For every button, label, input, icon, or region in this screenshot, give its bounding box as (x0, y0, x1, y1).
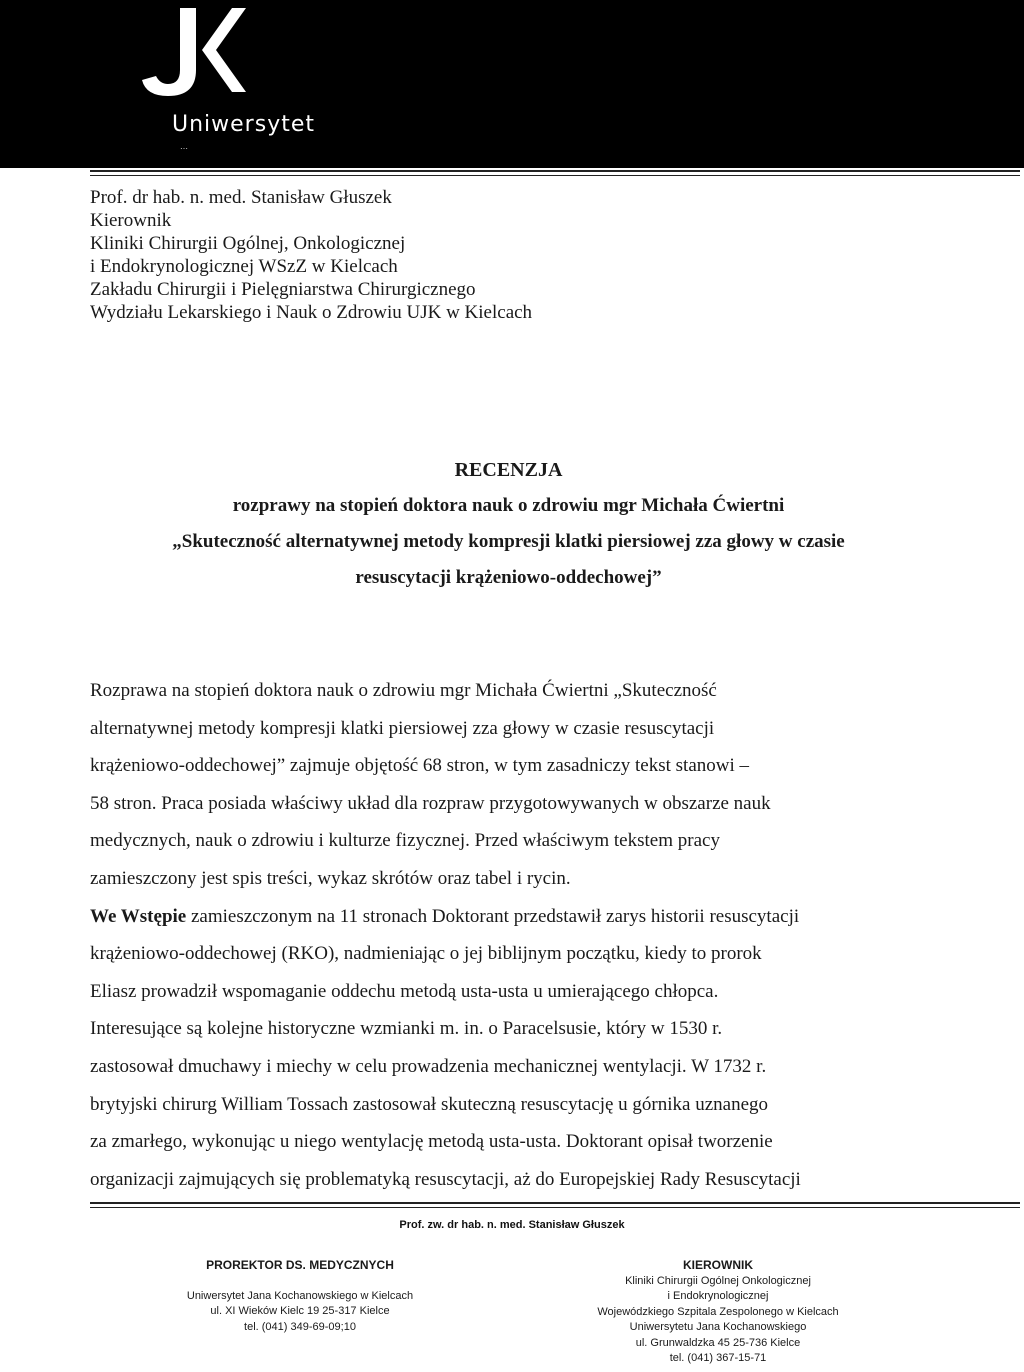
footer-right-line: Wojewódzkiego Szpitala Zespolonego w Kielcach (597, 1305, 839, 1318)
footer-left-line: Uniwersytet Jana Kochanowskiego w Kielcach (186, 1289, 414, 1302)
body-line: zastosował dmuchawy i miechy w celu prowadzenia mechanicznej wentylacji. W 1732 r. (90, 1055, 767, 1077)
body-line: medycznych, nauk o zdrowiu i kulturze fizycznej. Przed właściwym tekstem pracy (90, 830, 720, 852)
logo-subtitle: … (180, 142, 188, 151)
review-subject: rozprawy na stopień doktora nauk o zdrowiu mgr Michała Ćwiertni (232, 495, 785, 516)
thesis-title-line: resuscytacji krążeniowo-oddechowej” (355, 567, 662, 588)
body-line: 58 stron. Praca posiada właściwy układ dla rozpraw przygotowywanych w obszarze nauk (90, 792, 771, 814)
author-block (90, 186, 532, 324)
footer-right-heading: KIEROWNIK (683, 1258, 753, 1272)
review-title (90, 452, 927, 596)
review-heading: RECENZJA (454, 459, 563, 481)
author-line: Zakładu Chirurgii i Pielęgniarstwa Chirurgicznego (90, 279, 476, 300)
author-line: Prof. dr hab. n. med. Stanisław Głuszek (90, 187, 392, 208)
author-line: Kierownik (90, 210, 172, 231)
footer-right-line: ul. Grunwaldzka 45 25-736 Kielce (635, 1336, 801, 1349)
ujk-logo (136, 0, 256, 100)
footer-left-line: tel. (041) 349-69-09;10 (244, 1320, 356, 1333)
footer-right-line: tel. (041) 367-15-71 (669, 1352, 767, 1364)
intro-text: zamieszczonym na 11 stronach Doktorant przedstawił zarys historii resuscytacji (190, 905, 800, 927)
body-line-intro (90, 898, 924, 936)
body-line: zamieszczony jest spis treści, wykaz skrótów oraz tabel i rycin. (90, 867, 571, 889)
author-line: i Endokrynologicznej WSzZ w Kielcach (90, 256, 398, 277)
header-rule (90, 170, 1020, 172)
footer-signature: Prof. zw. dr hab. n. med. Stanisław Głuszek (399, 1219, 625, 1231)
footer-prorector (140, 1258, 460, 1335)
author-line: Kliniki Chirurgii Ogólnej, Onkologicznej (90, 233, 406, 254)
header-band (0, 0, 1024, 168)
body-line: krążeniowo-oddechowej (RKO), nadmieniając o jej biblijnym początku, kiedy to prorok (90, 943, 762, 965)
body-line: alternatywnej metody kompresji klatki piersiowej zza głowy w czasie resuscytacji (90, 717, 715, 739)
footer-left-heading: PROREKTOR DS. MEDYCZNYCH (206, 1258, 394, 1272)
thesis-title-line: „Skuteczność alternatywnej metody kompresji klatki piersiowej zza głowy w czasie (172, 531, 845, 552)
author-line: Wydziału Lekarskiego i Nauk o Zdrowiu UJK w Kielcach (90, 302, 533, 323)
review-body (90, 672, 924, 1198)
body-line: Rozprawa na stopień doktora nauk o zdrowiu mgr Michała Ćwiertni „Skuteczność (90, 680, 717, 701)
body-line: brytyjski chirurg William Tossach zastosował skuteczną resuscytację u górnika uznanego (90, 1093, 769, 1115)
footer-right-line: Kliniki Chirurgii Ogólnej Onkologicznej (625, 1274, 811, 1287)
header-rule-thin (90, 175, 1020, 176)
body-line: Interesujące są kolejne historyczne wzmianki m. in. o Paracelsusie, który w 1530 r. (90, 1018, 723, 1040)
footer-rule-thin (90, 1207, 1020, 1208)
footer-right-line: i Endokrynologicznej (667, 1290, 769, 1302)
footer-rule (90, 1202, 1020, 1204)
footer-left-line: ul. XI Wieków Kielc 19 25-317 Kielce (210, 1305, 390, 1317)
footer-right-line: Uniwersytetu Jana Kochanowskiego (629, 1321, 807, 1333)
logo-wordmark: Uniwersytet (172, 112, 315, 137)
footer-head-of-clinic (558, 1258, 878, 1367)
intro-lead: We Wstępie (90, 905, 187, 927)
body-line: organizacji zajmujących się problematyką resuscytacji, aż do Europejskiej Rady Resuscytacji (90, 1168, 801, 1190)
body-line: Eliasz prowadził wspomaganie oddechu metodą usta-usta u umierającego chłopca. (90, 980, 719, 1002)
body-line: krążeniowo-oddechowej” zajmuje objętość 68 stron, w tym zasadniczy tekst stanowi – (90, 755, 749, 777)
body-line: za zmarłego, wykonując u niego wentylację metodą usta-usta. Doktorant opisał tworzenie (90, 1131, 773, 1153)
